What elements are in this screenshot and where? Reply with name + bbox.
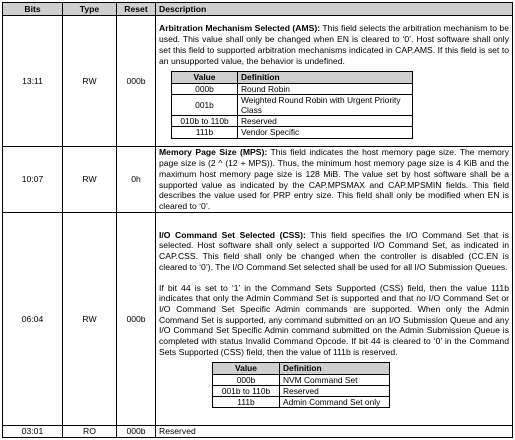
ams-description — [159, 23, 509, 66]
header-type: Type — [63, 3, 117, 16]
value-cell: 001b — [172, 94, 238, 115]
definition-cell: Weighted Round Robin with Urgent Priority Class — [238, 94, 413, 115]
reset-cell: 000b — [117, 426, 156, 438]
css-description-2: If bit 44 is set to ‘1’ in the Command Sets Supported (CSS) field, then the value 111b indicates that only the Admin Command Set is supported and that no I/O Command Set or I/O Command Set Specific Admin commands are supported. When only the Admin Command Set is supported, any command submitted on an I/O Submission Queue and any I/O Command Set Specific Admin command submitted on the Admin Submission Queue is completed with status Invalid Command Opcode. If bit 44 is cleared to ‘0’ in the Command Sets Supported (CSS) field, then the value of 111b is reserved. — [159, 282, 509, 357]
field-title: I/O Command Set Selected (CSS): — [159, 229, 306, 240]
definition-cell: Admin Command Set only — [280, 397, 390, 408]
field-text: This field specifies the I/O Command Set that is selected. Host software shall only select a supported I/O Command Set, as indicated in CAP.CSS. This field shall only be changed when the controller is disabled (CC.EN is cleared to ‘0’). The I/O Command Set selected shall be used for all I/O Submission Queues. — [159, 229, 509, 272]
field-text: This field indicates the host memory page size. The memory page size is (2 ^ (12 + MPS)). Thus, the minimum host memory page size is 4 KiB and the maximum host memory page size is 128 MiB. The value set by host software shall be a supported value as indicated by the CAP.MPSMAX and CAP.MPSMIN fields. This field describes the value used for PRP entry size. This field shall only be modified when EN is cleared to ‘0’. — [159, 147, 509, 211]
bits-cell: 10:07 — [3, 147, 63, 213]
definition-cell: Reserved — [238, 116, 413, 127]
definition-header: Definition — [280, 363, 390, 374]
description-cell — [156, 213, 513, 426]
reset-cell: 000b — [117, 16, 156, 147]
bits-cell: 06:04 — [3, 213, 63, 426]
definition-header: Definition — [238, 72, 413, 83]
ams-value-table — [171, 71, 413, 138]
type-cell: RW — [63, 147, 117, 213]
table-row — [172, 83, 413, 94]
header-bits: Bits — [3, 3, 63, 16]
table-row-ams — [3, 16, 513, 147]
reset-cell: 000b — [117, 213, 156, 426]
value-cell: 010b to 110b — [172, 116, 238, 127]
header-description: Description — [156, 3, 513, 16]
description-cell: Reserved — [156, 426, 513, 438]
value-table-header — [213, 363, 390, 374]
type-cell: RW — [63, 16, 117, 147]
table-row — [172, 94, 413, 115]
table-header-row — [3, 3, 513, 16]
mps-description — [159, 147, 509, 211]
bits-cell: 03:01 — [3, 426, 63, 438]
table-row-reserved — [3, 426, 513, 438]
definition-cell: Vendor Specific — [238, 127, 413, 138]
table-row — [172, 127, 413, 138]
value-cell: 111b — [172, 127, 238, 138]
value-cell: 001b to 110b — [213, 385, 280, 396]
value-cell: 000b — [213, 374, 280, 385]
table-row — [213, 397, 390, 408]
type-cell: RO — [63, 426, 117, 438]
table-row-css — [3, 213, 513, 426]
field-title: Memory Page Size (MPS): — [159, 147, 268, 158]
description-cell — [156, 16, 513, 147]
value-header: Value — [172, 72, 238, 83]
field-text: This field selects the arbitration mechanism to be used. This value shall only be changed when EN is cleared to ‘0’. Host software shall only set this field to supported arbitration mechanisms indicated in CAP.AMS. If this field is set to an unsupported value, the behavior is undefined. — [159, 23, 509, 66]
css-value-table — [212, 362, 390, 408]
table-row — [172, 116, 413, 127]
value-cell: 111b — [213, 397, 280, 408]
description-cell — [156, 147, 513, 213]
reset-cell: 0h — [117, 147, 156, 213]
definition-cell: NVM Command Set — [280, 374, 390, 385]
table-row — [213, 374, 390, 385]
value-table-header — [172, 72, 413, 83]
value-header: Value — [213, 363, 280, 374]
bits-cell: 13:11 — [3, 16, 63, 147]
css-description — [159, 230, 509, 273]
table-row-mps — [3, 147, 513, 213]
value-cell: 000b — [172, 83, 238, 94]
definition-cell: Round Robin — [238, 83, 413, 94]
table-row — [213, 385, 390, 396]
register-field-table — [2, 2, 513, 438]
definition-cell: Reserved — [280, 385, 390, 396]
field-title: Arbitration Mechanism Selected (AMS): — [159, 23, 321, 34]
type-cell: RW — [63, 213, 117, 426]
header-reset: Reset — [117, 3, 156, 16]
